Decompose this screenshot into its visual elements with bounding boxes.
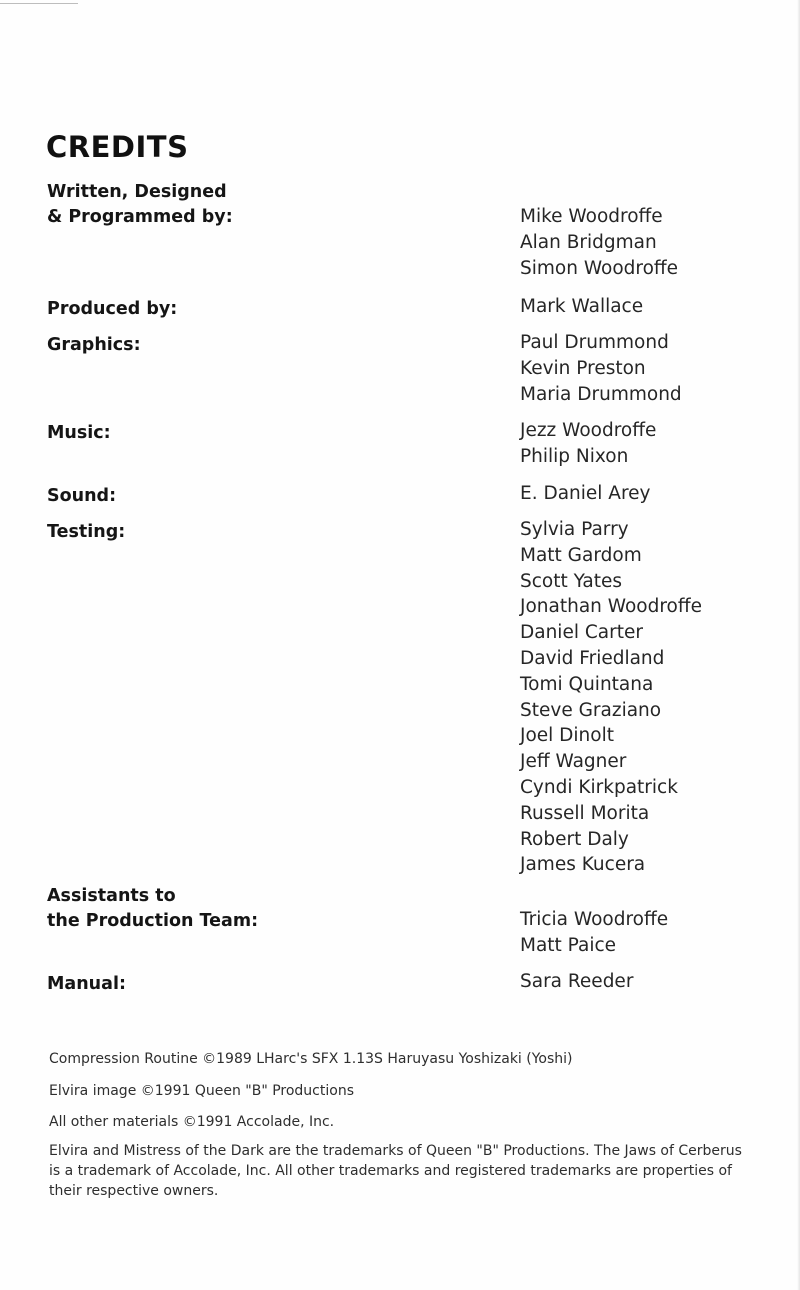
top-rule: [0, 3, 78, 4]
names-written-designed-programmed: [520, 204, 678, 281]
accolade-copyright: All other materials ©1991 Accolade, Inc.: [49, 1114, 335, 1130]
credit-name: Daniel Carter: [520, 622, 643, 644]
credit-name: Sara Reeder: [520, 971, 634, 992]
credit-name: Mike Woodroffe: [520, 206, 663, 227]
credit-name: Russell Morita: [520, 802, 650, 824]
credit-name: Scott Yates: [520, 570, 622, 592]
credit-name: Matt Paice: [520, 934, 617, 956]
credit-name: Tricia Woodroffe: [520, 909, 669, 930]
credit-name: Steve Graziano: [520, 699, 662, 721]
compression-notice: Compression Routine ©1989 LHarc's SFX 1.13S Haruyasu Yoshizaki (Yoshi): [49, 1051, 573, 1067]
role-sound: Sound:: [47, 486, 117, 506]
credit-name: Joel Dinolt: [520, 725, 614, 747]
names-graphics: [520, 330, 682, 407]
role-production-assistants: Assistants to the Production Team:: [47, 886, 259, 931]
page-title: CREDITS: [46, 130, 189, 164]
credit-name: Jonathan Woodroffe: [520, 596, 702, 618]
names-produced-by: [520, 294, 643, 320]
credit-name: Mark Wallace: [520, 296, 644, 317]
names-sound: [520, 481, 651, 507]
credit-name: James Kucera: [520, 854, 646, 876]
credit-name: Kevin Preston: [520, 357, 646, 379]
credit-name: Tomi Quintana: [520, 673, 654, 695]
names-music: [520, 418, 656, 470]
trademark-notice: Elvira and Mistress of the Dark are the trademarks of Queen "B" Productions. The Jaws of Cerberus is a trademark of Accolade, Inc. All other trademarks and registered trademarks are properties of their respective owners.: [49, 1143, 742, 1199]
names-production-assistants: [520, 907, 668, 959]
elvira-image-copyright: Elvira image ©1991 Queen "B" Productions: [49, 1083, 354, 1099]
credit-name: E. Daniel Arey: [520, 483, 651, 504]
credit-name: Sylvia Parry: [520, 519, 629, 540]
credit-name: Maria Drummond: [520, 383, 682, 405]
role-music: Music:: [47, 423, 111, 443]
credit-name: Simon Woodroffe: [520, 257, 679, 279]
credit-name: Robert Daly: [520, 828, 629, 850]
role-graphics: Graphics:: [47, 335, 141, 355]
credit-name: Paul Drummond: [520, 332, 669, 353]
role-written-designed-programmed: Written, Designed & Programmed by:: [47, 182, 233, 227]
names-manual: [520, 969, 633, 995]
credit-name: Matt Gardom: [520, 544, 642, 566]
credit-name: David Friedland: [520, 647, 665, 669]
credit-name: Philip Nixon: [520, 445, 629, 467]
credit-name: Alan Bridgman: [520, 231, 657, 253]
role-produced-by: Produced by:: [47, 299, 178, 319]
credit-name: Cyndi Kirkpatrick: [520, 776, 678, 798]
names-testing: [520, 517, 702, 878]
role-testing: Testing:: [47, 522, 126, 542]
role-manual: Manual:: [47, 974, 126, 994]
credit-name: Jezz Woodroffe: [520, 420, 657, 441]
credit-name: Jeff Wagner: [520, 751, 627, 773]
